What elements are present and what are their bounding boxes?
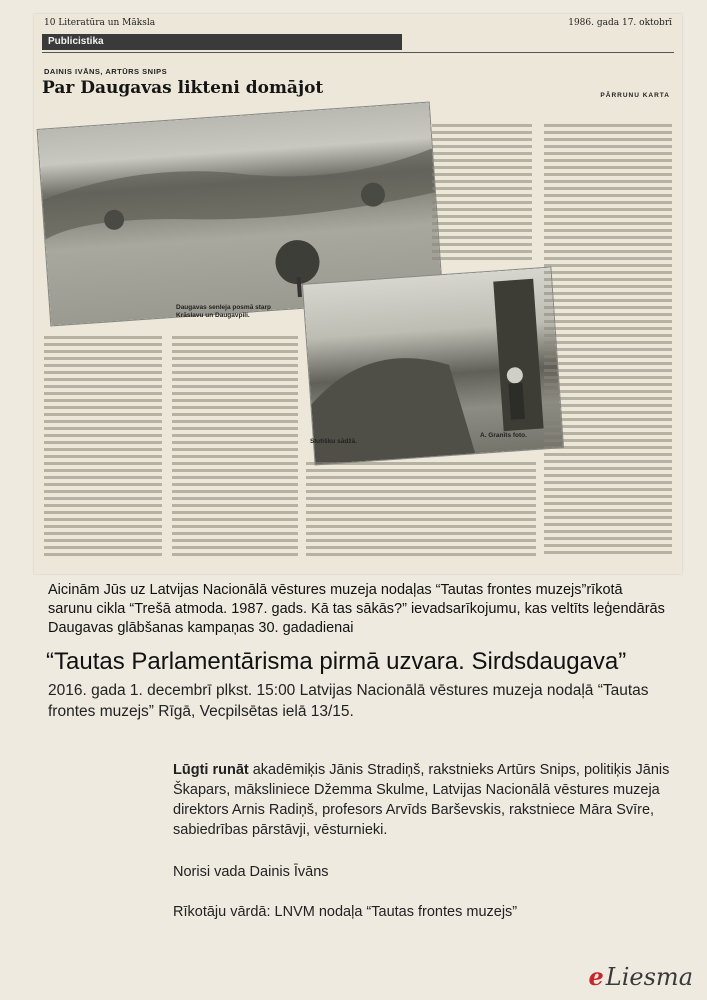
organizer-text: Rīkotāju vārdā: LNVM nodaļa “Tautas frontes muzejs” [173, 904, 518, 920]
article-rubric: PĀRRUNU KARTA [600, 92, 670, 99]
photo2-caption-left: Slutišku sādžā. [310, 438, 357, 445]
speakers-paragraph [173, 760, 673, 840]
newspaper-masthead [44, 18, 672, 32]
logo-name: Liesma [605, 962, 693, 991]
photo1-caption: Daugavas senleja posmā starp Krāslavu un Daugavpili. [176, 304, 272, 319]
logo-e-mark: e [588, 962, 604, 991]
article-authors: DAINIS IVĀNS, ARTŪRS SNIPS [44, 67, 168, 76]
section-label: Publicistika [42, 34, 402, 50]
event-details: 2016. gada 1. decembrī plkst. 15:00 Latvijas Nacionālā vēstures muzeja nodaļā “Tautas frontes muzejs” Rīgā, Vecpilsētas ielā 13/15. [48, 682, 649, 720]
text-column [306, 462, 536, 568]
speakers-list: akadēmiķis Jānis Stradiņš, rakstnieks Artūrs Snips, politiķis Jānis Škapars, māksliniece Džemma Skulme, Latvijas Nacionālā vēstures muzeja direktors Arnis Radiņš, profesors Arvīds Barševskis, rakstniece Māra Svīre, sabiedrības pārstāvji, vēsturnieki. [173, 762, 670, 838]
text-column [172, 336, 298, 568]
text-column [44, 336, 162, 568]
liesma-logo [589, 962, 693, 991]
divider [42, 52, 674, 53]
text-column [432, 124, 532, 274]
moderator-text: Norisi vada Dainis Īvāns [173, 864, 329, 880]
article-headline: Par Daugavas likteni domājot [42, 78, 324, 98]
newspaper-clipping [34, 14, 682, 574]
event-title: “Tautas Parlamentārisma pirmā uzvara. Sirdsdaugava” [46, 648, 627, 675]
speakers-lead: Lūgti runāt [173, 762, 249, 778]
invitation-text: Aicinām Jūs uz Latvijas Nacionālā vēstures muzeja nodaļas “Tautas frontes muzejs”rīkotā sarunu cikla “Trešā atmoda. 1987. gads. Kā tas sākās?” ievadsarīkojumu, kas veltīts leģendārās Daugavas glābšanas kampaņas 30. gadadienai [48, 582, 665, 636]
text-column [544, 124, 672, 564]
photo2-caption-right: A. Granīts foto. [480, 432, 527, 439]
masthead-left: 10 Literatūra un Māksla [44, 18, 156, 28]
masthead-right: 1986. gada 17. oktobrī [568, 18, 672, 28]
